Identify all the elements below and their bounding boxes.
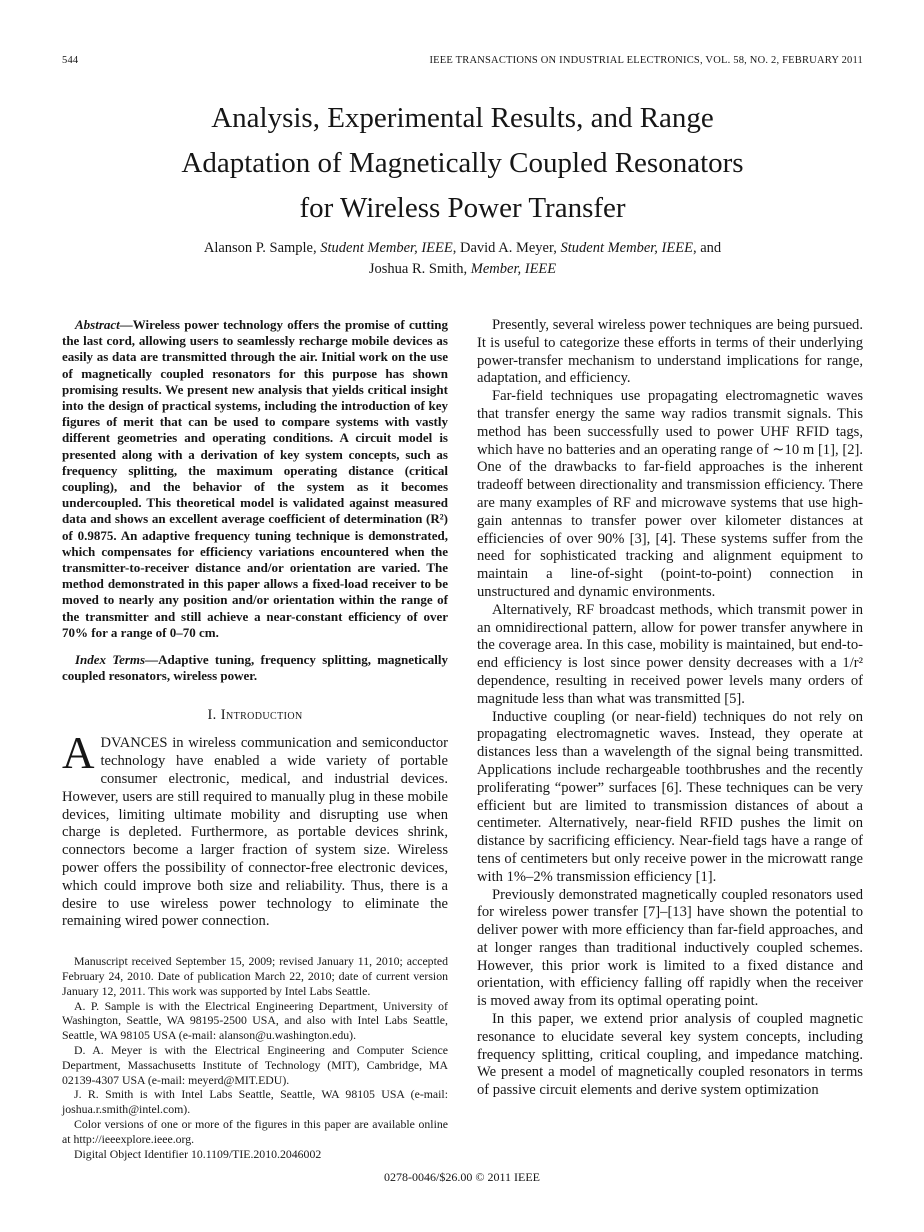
abstract-label: Abstract— [75,317,133,332]
footnote-affiliation-smith: J. R. Smith is with Intel Labs Seattle, Seattle, WA 98105 USA (e-mail: joshua.r.smith@intel.com). [62,1087,448,1117]
title-line-3: for Wireless Power Transfer [299,192,626,224]
copyright-footer: 0278-0046/$26.00 © 2011 IEEE [384,1170,540,1184]
author-separator: , and [692,240,722,256]
introduction-paragraph [62,728,448,931]
journal-title: IEEE TRANSACTIONS ON INDUSTRIAL ELECTRONICS, VOL. 58, NO. 2, FEBRUARY 2011 [429,55,863,66]
footnote-color-versions: Color versions of one or more of the figures in this paper are available online at http://ieeexplore.ieee.org. [62,1117,448,1146]
two-column-body [62,317,863,1161]
abstract-text: Wireless power technology offers the promise of cutting the last cord, allowing users to seamlessly recharge mobile devices as easily as data are transmitted through the air. Initial work on the use of magnetically coupled resonators for this purpose has shown promising results. We present new analysis that yields critical insight into the design of practical systems, including the introduction of key figures of merit that can be used to compare systems with vastly different geometries and operating conditions. A circuit model is presented along with a derivation of key system concepts, such as frequency splitting, the maximum operating distance (critical coupling), and the behavior of the system as it becomes undercoupled. This theoretical model is validated against measured data and shows an excellent average coefficient of determination (R²) of 0.9875. An adaptive frequency tuning technique is demonstrated, which compensates for efficiency variations encountered when the transmitter-to-receiver distance and/or orientation are varied. The method demonstrated in this paper allows a fixed-load receiver to be moved to nearly any position and/or orientation within the range of the transmitter and still achieve a near-constant efficiency of over 70% for a range of 0–70 cm. [62,317,448,640]
author-byline-line-1 [62,238,863,259]
index-terms-label: Index Terms— [75,652,159,668]
paper-title [62,96,863,231]
author-role: Student Member, IEEE [560,240,693,256]
title-line-1: Analysis, Experimental Results, and Range [211,102,714,134]
right-column [477,317,863,1161]
body-paragraph: Previously demonstrated magnetically coupled resonators used for wireless power transfer [7]–[13] have shown the potential to deliver power with more efficiency than far-field approaches, and at longer ranges than traditional inductively coupled schemes. However, this prior work is limited to a fixed distance and orientation, with efficiency falling off rapidly when the receiver is moved away from its optimal operating point. [477,886,863,1010]
title-line-2: Adaptation of Magnetically Coupled Resonators [181,147,744,179]
author-name: , David A. Meyer, [452,240,561,256]
index-terms-text: Adaptive tuning, frequency splitting, magnetically coupled resonators, wireless power. [62,652,448,684]
dropcap-letter: A [62,728,95,779]
body-paragraph: Presently, several wireless power techniques are being pursued. It is useful to categorize these efforts in terms of their underlying power-transfer mechanism to understand implications for range, adaptation, and efficiency. [477,317,863,387]
footnote-doi: Digital Object Identifier 10.1109/TIE.2010.2046002 [74,1146,322,1161]
body-paragraph: In this paper, we extend prior analysis of coupled magnetic resonance to elucidate several key system concepts, including frequency splitting, critical coupling, and impedance matching. We present a model of magnetically coupled resonators in terms of passive circuit elements and derive system optimization [477,1011,863,1099]
footnote-affiliation-sample: A. P. Sample is with the Electrical Engineering Department, University of Washington, Seattle, WA 98195-2500 USA, and also with Intel Labs Seattle, Seattle, WA 98105 USA (e-mail: alanson@u.washington.edu). [62,998,448,1043]
body-paragraph: Far-field techniques use propagating electromagnetic waves that transfer energy the same way radios transmit signals. This method has been successfully used to power UHF RFID tags, which have no batteries and an operating range of ∼10 m [1], [2]. One of the drawbacks to far-field approaches is the inherent tradeoff between directionality and transmission efficiency. There are many examples of RF and microwave systems that use high-gain antennas to transfer power over kilometer distances at efficiencies of over 90% [3], [4]. These systems suffer from the need for sophisticated tracking and alignment equipment to maintain a line-of-sight (point-to-point) connection in unstructured and dynamic environments. [477,388,863,600]
section-heading-introduction: I. Introduction [207,707,303,724]
author-name: Joshua R. Smith, [368,261,471,277]
footnote-affiliation-meyer: D. A. Meyer is with the Electrical Engineering and Computer Science Department, Massachusetts Institute of Technology (MIT), Cambridge, MA 02139-4307 USA (e-mail: meyerd@MIT.EDU). [62,1043,448,1087]
author-role: Student Member, IEEE [320,240,453,256]
index-terms-paragraph [62,652,448,684]
running-head [62,55,863,66]
footnote-block [62,954,448,1161]
left-column [62,317,448,1161]
abstract-paragraph [62,317,448,641]
author-byline-line-2 [62,259,863,280]
body-paragraph: Alternatively, RF broadcast methods, which transmit power in an omnidirectional pattern, allow for power transfer anywhere in the coverage area. In this case, mobility is maintained, but end-to-end efficiency is lost since power density decreases with a 1/r² dependence, resulting in received power levels many orders of magnitude less than what was transmitted [5]. [477,601,863,707]
body-paragraph: Inductive coupling (or near-field) techniques do not rely on propagating electromagnetic waves. Instead, they operate at distances less than a wavelength of the signal being transmitted. Applications include rechargeable toothbrushes and the recently proliferating “power” surfaces [6]. These techniques can be very efficient but are limited to transmission distances of about a centimeter. Alternatively, near-field RFID pushes the limit on distance by sacrificing efficiency. Near-field tags have a range of tens of centimeters but only receive power in the microwatt range with 1%–2% transmission efficiency [1]. [477,708,863,885]
author-name: Alanson P. Sample, [203,240,321,256]
introduction-text: DVANCES in wireless communication and semiconductor technology have enabled a wide variety of portable consumer electronic, medical, and industrial devices. However, users are still required to manually plug in these mobile devices, limiting ultimate mobility and disrupting use when charge is depleted. Furthermore, as portable devices shrink, connectors become a larger fraction of system size. Wireless power offers the possibility of connector-free electronic devices, which could improve both size and reliability. Thus, there is a desire to use wireless power technology to eliminate the remaining wired power connection. [62,735,448,930]
footnote-manuscript-history: Manuscript received September 15, 2009; revised January 11, 2010; accepted February 24, 2010. Date of publication March 22, 2010; date of current version January 12, 2011. This work was supported by Intel Labs Seattle. [62,954,448,998]
page-number: 544 [62,55,79,66]
author-byline [62,238,863,280]
author-role: Member, IEEE [470,261,557,277]
